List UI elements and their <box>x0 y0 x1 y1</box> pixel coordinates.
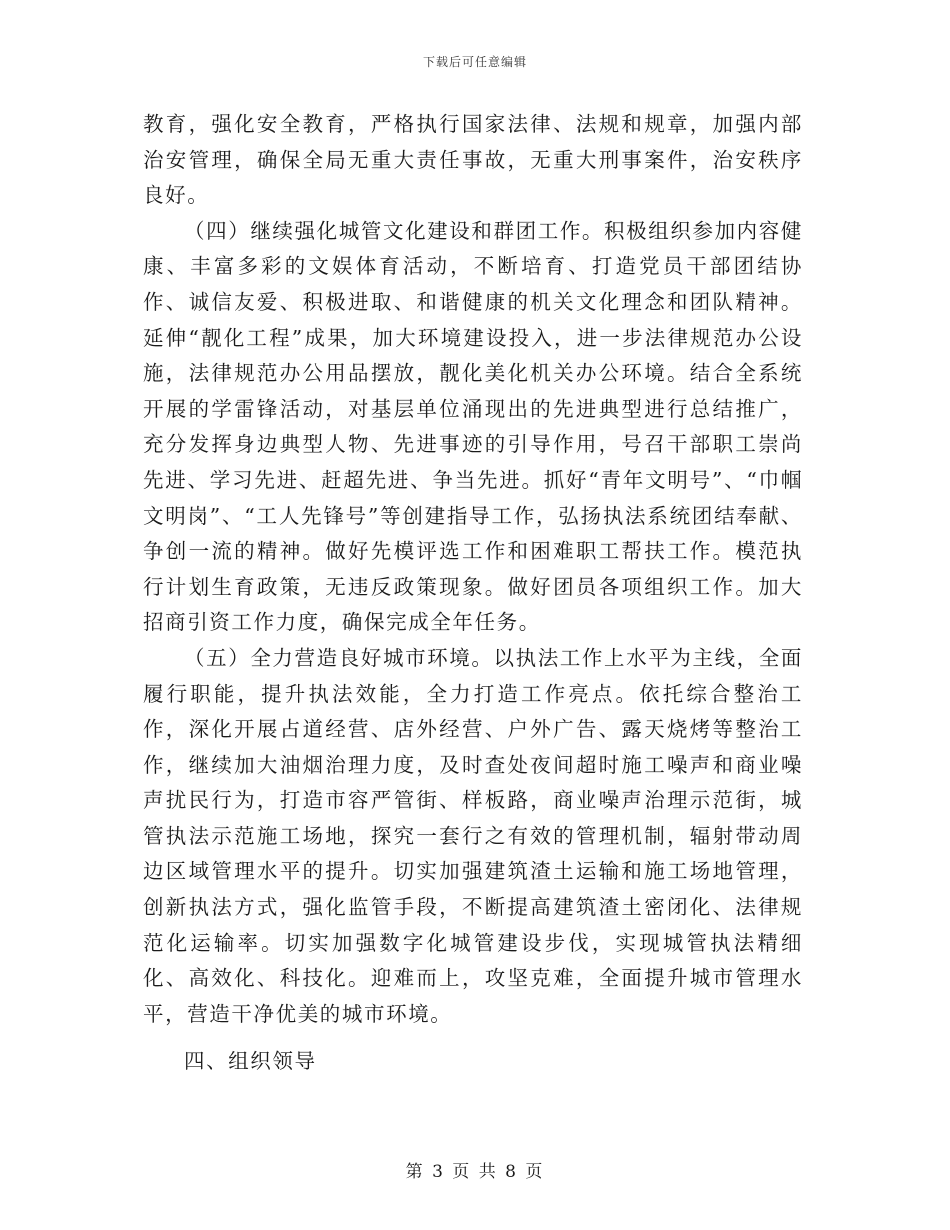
page-header: 下载后可任意编辑 <box>422 55 527 69</box>
paragraph-section-five: （五）全力营造良好城市环境。以执法工作上水平为主线，全面履行职能，提升执法效能，全力打造工作亮点。依托综合整治工作，深化开展占道经营、店外经营、户外广告、露天烧烤等整治工作，继续加大油烟治理力度，及时查处夜间超时施工噪声和商业噪声扰民行为，打造市容严管街、样板路，商业噪声治理示范街，城管执法示范施工场地，探究一套行之有效的管理机制，辐射带动周边区域管理水平的提升。切实加强建筑渣土运输和施工场地管理，创新执法方式，强化监管手段，不断提高建筑渣土密闭化、法律规范化运输率。切实加强数字化城管建设步伐，实现城管执法精细化、高效化、科技化。迎难而上，攻坚克难，全面提升城市管理水平，营造干净优美的城市环境。 <box>143 645 803 1026</box>
section-heading: 四、组织领导 <box>184 1049 317 1074</box>
paragraph-section-four: （四）继续强化城管文化建设和群团工作。积极组织参加内容健康、丰富多彩的文娱体育活动，不断培育、打造党员干部团结协作、诚信友爱、积极进取、和谐健康的机关文化理念和团队精神。延伸“靓化工程”成果，加大环境建设投入，进一步法律规范办公设施，法律规范办公用品摆放，靓化美化机关办公环境。结合全系统开展的学雷锋活动，对基层单位涌现出的先进典型进行总结推广，充分发挥身边典型人物、先进事迹的引导作用，号召干部职工崇尚先进、学习先进、赶超先进、争当先进。抓好“青年文明号”、“巾帼文明岗”、“工人先锋号”等创建指导工作，弘扬执法系统团结奉献、争创一流的精神。做好先模评选工作和困难职工帮扶工作。模范执行计划生育政策，无违反政策现象。做好团员各项组织工作。加大招商引资工作力度，确保完成全年任务。 <box>143 218 803 635</box>
page-number-footer: 第 3 页 共 8 页 <box>405 1162 545 1182</box>
document-body <box>143 107 803 1080</box>
paragraph-continuation: 教育，强化安全教育，严格执行国家法律、法规和规章，加强内部治安管理，确保全局无重大责任事故，无重大刑事案件，治安秩序良好。 <box>143 112 803 208</box>
